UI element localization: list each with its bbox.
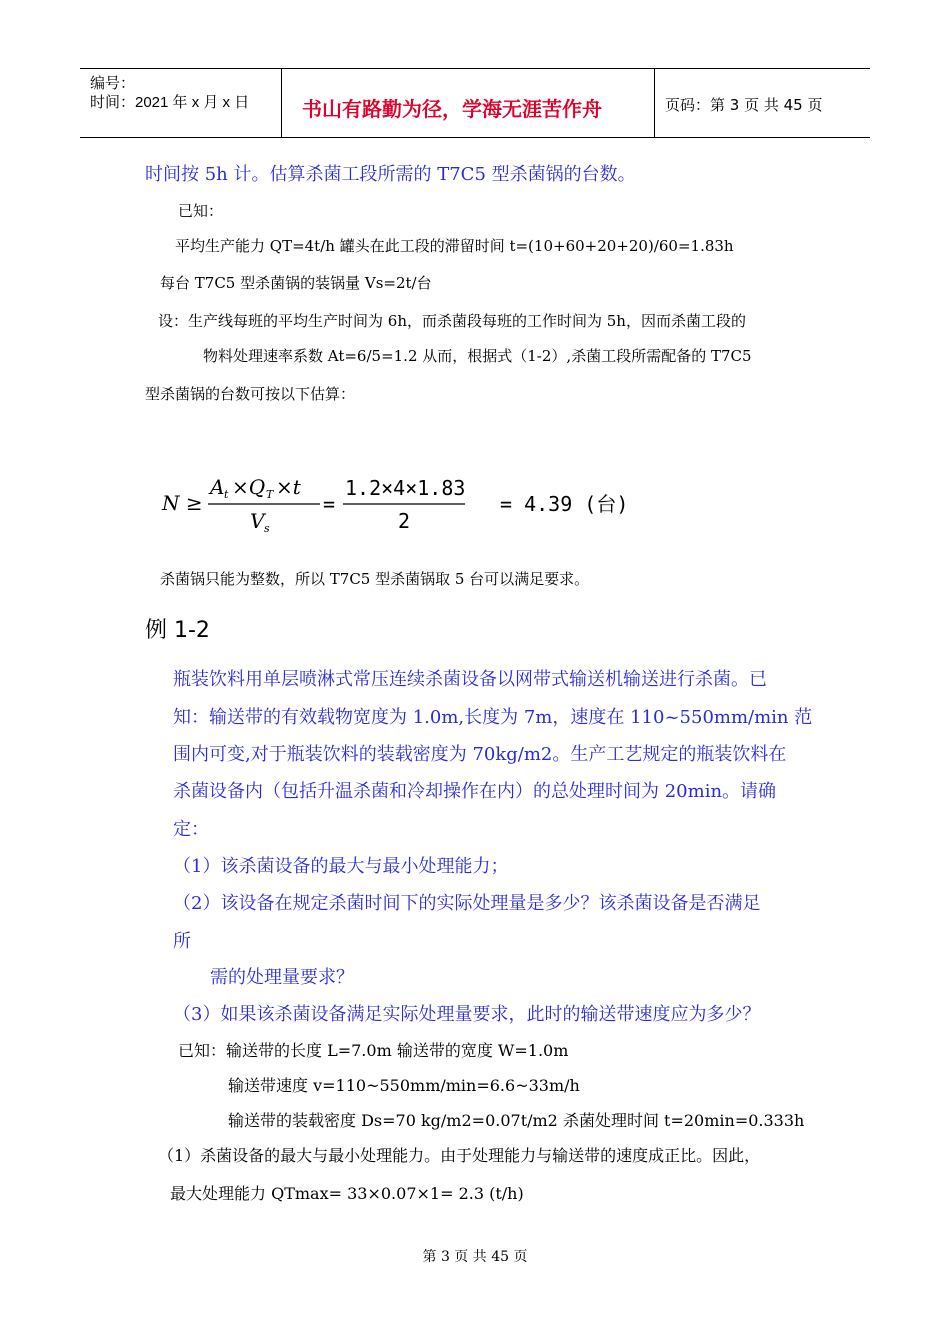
question-item-2: （2）该设备在规定杀菌时间下的实际处理量是多少？该杀菌设备是否满足 bbox=[173, 893, 761, 914]
formula-num-a-sub: t bbox=[224, 488, 229, 501]
formula-den-v: V bbox=[250, 509, 265, 533]
formula-num-q: ×Q bbox=[232, 475, 266, 499]
header-motto-cell bbox=[282, 69, 655, 137]
formula-equals: = bbox=[323, 492, 336, 516]
question-line-1: 瓶装饮料用单层喷淋式常压连续杀菌设备以网带式输送机输送进行杀菌。已 bbox=[173, 669, 767, 690]
formula-num-values: 1.2×4×1.83 bbox=[345, 476, 466, 500]
formula-num-a: A bbox=[210, 475, 225, 499]
question-line-4: 杀菌设备内（包括升温杀菌和冷却操作在内）的总处理时间为 20min。请确 bbox=[173, 781, 777, 802]
question-line-2: 知：输送带的有效载物宽度为 1.0m,长度为 7m，速度在 110~550mm/min 范 bbox=[173, 707, 813, 728]
formula-image bbox=[160, 470, 660, 540]
known-line-3: 输送带的装载密度 Ds=70 kg/m2=0.07t/m2 杀菌处理时间 t=20min=0.333h bbox=[228, 1111, 805, 1130]
given-label: 已知： bbox=[178, 202, 224, 220]
formula-result: = 4.39 (台) bbox=[500, 492, 629, 516]
date-label: 时间：2021 年 x 月 x 日 bbox=[90, 94, 250, 111]
given-capacity: 平均生产能力 QT=4t/h 罐头在此工段的滞留时间 t=(10+60+20+20)/60=1.83h bbox=[175, 237, 734, 255]
formula-num-t: ×t bbox=[276, 475, 301, 499]
paragraph-1: 时间按 5h 计。估算杀菌工段所需的 T7C5 型杀菌锅的台数。 bbox=[145, 164, 636, 185]
given-load: 每台 T7C5 型杀菌锅的装锅量 Vs=2t/台 bbox=[160, 274, 432, 292]
motto-text: 书山有路勤为径，学海无涯苦作舟 bbox=[302, 97, 602, 121]
question-item-3: （3）如果该杀菌设备满足实际处理量要求，此时的输送带速度应为多少？ bbox=[173, 1004, 761, 1025]
conclusion-line: 杀菌锅只能为整数，所以 T7C5 型杀菌锅取 5 台可以满足要求。 bbox=[160, 570, 590, 588]
number-label: 编号： bbox=[90, 75, 136, 92]
question-item-1: （1）该杀菌设备的最大与最小处理能力； bbox=[173, 856, 509, 877]
formula-lhs: N ≥ bbox=[162, 491, 203, 515]
page-info: 页码：第 3 页 共 45 页 bbox=[665, 96, 823, 114]
header-page-cell bbox=[655, 69, 870, 137]
solution-line-2: 最大处理能力 QTmax= 33×0.07×1= 2.3 (t/h) bbox=[170, 1184, 524, 1203]
assumption-line-3: 型杀菌锅的台数可按以下估算： bbox=[145, 385, 356, 403]
question-item-2-cont: 所 bbox=[173, 931, 191, 952]
question-item-2-tail: 需的处理量要求？ bbox=[210, 967, 354, 988]
known-line-1: 已知：输送带的长度 L=7.0m 输送带的宽度 W=1.0m bbox=[178, 1041, 569, 1060]
known-line-2: 输送带速度 v=110~550mm/min=6.6~33m/h bbox=[228, 1076, 580, 1095]
question-line-3: 围内可变,对于瓶装饮料的装载密度为 70kg/m2。生产工艺规定的瓶装饮料在 bbox=[173, 744, 787, 765]
assumption-line-1: 设：生产线每班的平均生产时间为 6h，而杀菌段每班的工作时间为 5h，因而杀菌工段的 bbox=[158, 312, 746, 330]
page-footer: 第 3 页 共 45 页 bbox=[422, 1249, 528, 1265]
formula-den-value: 2 bbox=[398, 509, 411, 533]
solution-line-1: （1）杀菌设备的最大与最小处理能力。由于处理能力与输送带的速度成正比。因此， bbox=[158, 1146, 761, 1165]
question-line-5: 定： bbox=[173, 819, 209, 840]
formula-num-q-sub: T bbox=[266, 488, 274, 501]
page-header bbox=[80, 68, 870, 138]
example-heading: 例 1-2 bbox=[145, 618, 210, 643]
assumption-line-2: 物料处理速率系数 At=6/5=1.2 从而，根据式（1-2）,杀菌工段所需配备的 T7C5 bbox=[203, 347, 752, 365]
formula-den-v-sub: s bbox=[264, 522, 270, 535]
header-meta-cell bbox=[80, 69, 282, 137]
